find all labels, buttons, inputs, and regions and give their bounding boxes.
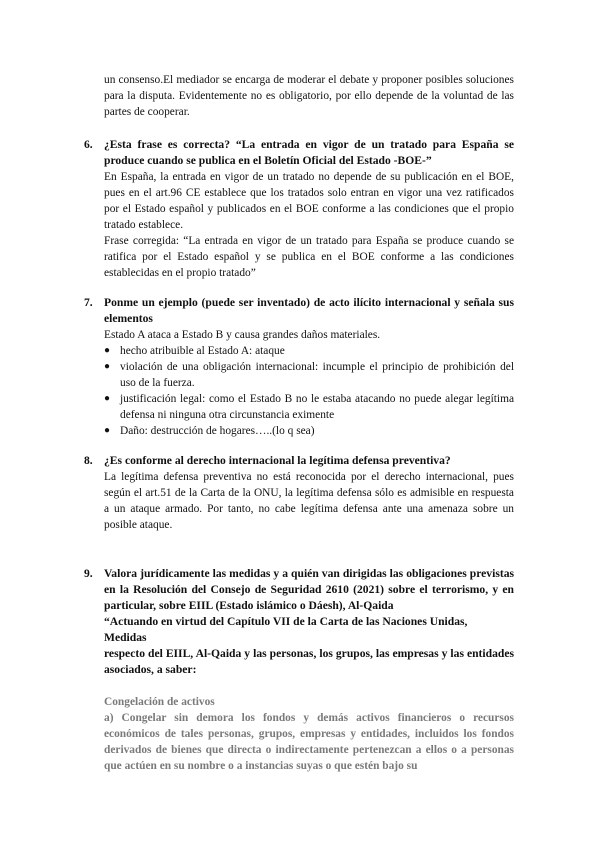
question-7-number: 7. [84, 296, 93, 309]
list-item [104, 391, 514, 423]
question-9 [84, 566, 514, 774]
bullet-icon: ● [104, 361, 111, 372]
question-6-answer: En España, la entrada en vigor de un tratado no depende de su publicación en el BOE, pues en el art.96 CE establece que los tratados solo entran en vigor una vez ratificados por el Estado español y publicados en el BOE conforme a las condiciones que el propio tratado establece. [104, 171, 514, 231]
question-8-title: ¿Es conforme al derecho internacional la legítima defensa preventiva? [104, 454, 451, 467]
question-6-title: ¿Esta frase es correcta? “La entrada en vigor de un tratado para España se produce cuando se publica en el Boletín Oficial del Estado -BOE-” [104, 138, 514, 167]
list-item [104, 423, 514, 439]
bullet-icon: ● [104, 425, 111, 436]
list-item-text: Daño: destrucción de hogares…..(lo q sea) [120, 425, 315, 437]
list-item-text: justificación legal: como el Estado B no le estaba atacando no puede alegar legítima defensa ni ninguna otra circunstancia eximente [120, 393, 514, 421]
question-8-answer: La legítima defensa preventiva no está reconocida por el derecho internacional, pues según el art.51 de la Carta de la ONU, la legítima defensa sólo es admisible en respuesta a un ataque armado. Por tanto, no cabe legítima defensa ante una amenaza sobre un posible ataque. [104, 471, 514, 531]
question-8 [84, 453, 514, 533]
list-item-text: violación de una obligación internacional: incumple el principio de prohibición del uso de la fuerza. [120, 361, 514, 389]
question-9-quote-title: “Actuando en virtud del Capítulo VII de la Carta de las Naciones Unidas, [104, 615, 468, 628]
question-9-title: Valora jurídicamente las medidas y a quién van dirigidas las obligaciones previstas en la Resolución del Consejo de Seguridad 2610 (2021) sobre el terrorismo, y en particular, sobre EIIL (Estado islámico o Dáesh), Al-Qaida [104, 567, 514, 612]
question-6-number: 6. [84, 138, 93, 151]
question-9-number: 9. [84, 567, 93, 580]
question-7-title: Ponme un ejemplo (puede ser inventado) de acto ilícito internacional y señala sus elementos [104, 296, 514, 325]
bullet-icon: ● [104, 345, 111, 356]
section-text: a) Congelar sin demora los fondos y demás activos financieros o recursos económicos de tales personas, grupos, empresas y entidades, incluidos los fondos derivados de bienes que directa o indirectamente pertenezcan a ellos o a personas que actúen en su nombre o a instancias suyas o que estén bajo su [104, 712, 514, 772]
question-6 [84, 137, 514, 281]
intro-paragraph-block [104, 72, 514, 120]
question-7-bullet-list [104, 343, 514, 439]
list-item [104, 359, 514, 391]
question-7 [84, 295, 514, 439]
question-6-corrected: Frase corregida: “La entrada en vigor de un tratado para España se produce cuando se ratifica por el Estado español y se publica en el BOE conforme a las condiciones establecidas en el propio tratado” [104, 235, 514, 279]
question-9-subtitle: respecto del EIIL, Al-Qaida y las personas, los grupos, las empresas y las entidades asociados, a saber: [104, 647, 514, 676]
section-heading: Congelación de activos [104, 696, 215, 708]
question-8-number: 8. [84, 454, 93, 467]
question-9-medidas: Medidas [104, 631, 147, 644]
list-item [104, 343, 514, 359]
bullet-icon: ● [104, 393, 111, 404]
intro-paragraph: un consenso.El mediador se encarga de moderar el debate y proponer posibles soluciones para la disputa. Evidentemente no es obligatorio, por ello depende de la voluntad de las partes de cooperar. [104, 74, 514, 118]
question-7-example: Estado A ataca a Estado B y causa grandes daños materiales. [104, 329, 381, 341]
list-item-text: hecho atribuible al Estado A: ataque [120, 345, 285, 357]
